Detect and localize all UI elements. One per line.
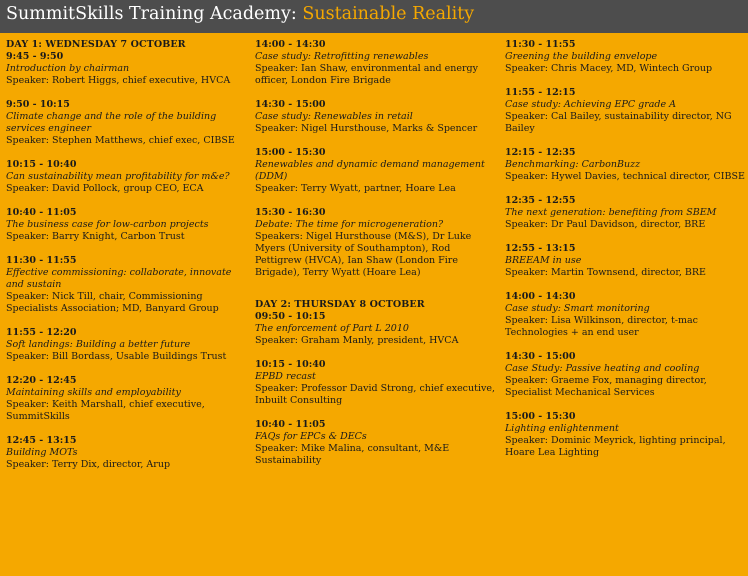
- session-speaker: Speaker: Chris Macey, MD, Wintech Group: [505, 63, 713, 74]
- session-title: Debate: The time for microgeneration?: [255, 219, 444, 230]
- session-time: 12:45 - 13:15: [6, 435, 77, 446]
- session-time: 11:30 - 11:55: [6, 255, 77, 266]
- session-time: 09:50 - 10:15: [255, 311, 326, 322]
- session-title: Case study: Smart monitoring: [505, 303, 650, 314]
- session-item: [6, 39, 246, 87]
- session-title: Renewables and dynamic demand management (DDM): [255, 159, 485, 182]
- session-speaker: Speaker: Dominic Meyrick, lighting principal, Hoare Lea Lighting: [505, 435, 726, 458]
- session-title: Introduction by chairman: [6, 63, 130, 74]
- session-time: 9:50 - 10:15: [6, 99, 70, 110]
- session-item: [6, 327, 246, 363]
- session-title: Case study: Retrofitting renewables: [255, 51, 429, 62]
- session-speaker: Speaker: Cal Bailey, sustainability director, NG Bailey: [505, 111, 732, 134]
- session-speaker: Speaker: Mike Malina, consultant, M&E Sustainability: [255, 443, 450, 466]
- session-time: 14:30 - 15:00: [255, 99, 326, 110]
- session-time: 10:40 - 11:05: [255, 419, 326, 430]
- session-title: Soft landings: Building a better future: [6, 339, 191, 350]
- session-time: 11:30 - 11:55: [505, 39, 576, 50]
- session-speaker: Speaker: Nigel Hursthouse, Marks & Spencer: [255, 123, 478, 134]
- session-speaker: Speaker: Dr Paul Davidson, director, BRE: [505, 219, 706, 230]
- session-item: [255, 207, 495, 279]
- session-item: [505, 39, 745, 75]
- session-speaker: Speaker: Graham Manly, president, HVCA: [255, 335, 459, 346]
- session-speaker: Speaker: Professor David Strong, chief executive, Inbuilt Consulting: [255, 383, 495, 406]
- session-item: [255, 99, 495, 135]
- session-title: Building MOTs: [6, 447, 78, 458]
- session-title: Effective commissioning: collaborate, innovate and sustain: [6, 267, 232, 290]
- session-speaker: Speaker: Bill Bordass, Usable Buildings Trust: [6, 351, 227, 362]
- session-time: 15:00 - 15:30: [505, 411, 576, 422]
- session-item: [255, 39, 495, 87]
- session-title: Lighting enlightenment: [505, 423, 619, 434]
- session-item: [255, 419, 495, 467]
- session-title: Case study: Achieving EPC grade A: [505, 99, 676, 110]
- session-item: [255, 147, 495, 195]
- session-item: [505, 195, 745, 231]
- session-title: BREEAM in use: [505, 255, 582, 266]
- session-title: Can sustainability mean profitability for m&e?: [6, 171, 230, 182]
- session-title: The enforcement of Part L 2010: [255, 323, 409, 334]
- session-title: FAQs for EPCs & DECs: [255, 431, 367, 442]
- session-time: 10:15 - 10:40: [6, 159, 77, 170]
- session-item: [6, 375, 246, 423]
- session-time: 10:15 - 10:40: [255, 359, 326, 370]
- session-item: [6, 207, 246, 243]
- session-item: [6, 159, 246, 195]
- page-header: [0, 0, 748, 33]
- session-title: Case study: Renewables in retail: [255, 111, 413, 122]
- header-brand: SummitSkills Training Academy:: [6, 4, 297, 24]
- session-time: 15:30 - 16:30: [255, 207, 326, 218]
- session-title: Benchmarking: CarbonBuzz: [505, 159, 641, 170]
- session-speaker: Speaker: Ian Shaw, environmental and energy officer, London Fire Brigade: [255, 63, 478, 86]
- session-speaker: Speaker: Terry Dix, director, Arup: [6, 459, 171, 470]
- session-item: [6, 99, 246, 147]
- session-speaker: Speaker: Hywel Davies, technical director, CIBSE: [505, 171, 745, 182]
- session-speaker: Speaker: Barry Knight, Carbon Trust: [6, 231, 185, 242]
- session-item: [505, 147, 745, 183]
- session-time: 14:00 - 14:30: [255, 39, 326, 50]
- session-item: [6, 255, 246, 315]
- schedule-column-2: [255, 39, 495, 479]
- session-speaker: Speaker: David Pollock, group CEO, ECA: [6, 183, 204, 194]
- day-heading: DAY 1: WEDNESDAY 7 OCTOBER: [6, 39, 186, 50]
- session-time: 14:30 - 15:00: [505, 351, 576, 362]
- session-item: [505, 411, 745, 459]
- session-title: The business case for low-carbon projects: [6, 219, 209, 230]
- session-time: 12:20 - 12:45: [6, 375, 77, 386]
- session-time: 11:55 - 12:15: [505, 87, 576, 98]
- session-time: 12:15 - 12:35: [505, 147, 576, 158]
- session-time: 15:00 - 15:30: [255, 147, 326, 158]
- session-item: [505, 291, 745, 339]
- session-title: Case Study: Passive heating and cooling: [505, 363, 700, 374]
- session-speaker: Speakers: Nigel Hursthouse (M&S), Dr Luke Myers (University of Southampton), Rod Pettigrew (HVCA), Ian Shaw (London Fire Brigade), Terry Wyatt (Hoare Lea): [255, 231, 472, 278]
- session-time: 12:35 - 12:55: [505, 195, 576, 206]
- day-heading: DAY 2: THURSDAY 8 OCTOBER: [255, 299, 425, 310]
- schedule-column-1: [6, 39, 246, 483]
- session-speaker: Speaker: Keith Marshall, chief executive, SummitSkills: [6, 399, 205, 422]
- session-time: 14:00 - 14:30: [505, 291, 576, 302]
- session-time: 11:55 - 12:20: [6, 327, 77, 338]
- session-title: Greening the building envelope: [505, 51, 658, 62]
- session-title: EPBD recast: [255, 371, 316, 382]
- session-speaker: Speaker: Nick Till, chair, Commissioning Specialists Association; MD, Banyard Group: [6, 291, 219, 314]
- session-speaker: Speaker: Graeme Fox, managing director, Specialist Mechanical Services: [505, 375, 707, 398]
- session-item: [505, 351, 745, 399]
- session-speaker: Speaker: Stephen Matthews, chief exec, CIBSE: [6, 135, 235, 146]
- session-item: [505, 87, 745, 135]
- session-speaker: Speaker: Terry Wyatt, partner, Hoare Lea: [255, 183, 456, 194]
- session-item: [6, 435, 246, 471]
- session-speaker: Speaker: Martin Townsend, director, BRE: [505, 267, 706, 278]
- header-subtitle: Sustainable Reality: [296, 4, 475, 24]
- session-speaker: Speaker: Lisa Wilkinson, director, t-mac Technologies + an end user: [505, 315, 698, 338]
- session-title: Maintaining skills and employability: [6, 387, 181, 398]
- session-time: 10:40 - 11:05: [6, 207, 77, 218]
- session-speaker: Speaker: Robert Higgs, chief executive, HVCA: [6, 75, 231, 86]
- session-item: [255, 359, 495, 407]
- session-title: Climate change and the role of the building services engineer: [6, 111, 217, 134]
- session-title: The next generation: benefiting from SBEM: [505, 207, 717, 218]
- session-time: 12:55 - 13:15: [505, 243, 576, 254]
- session-time: 9:45 - 9:50: [6, 51, 64, 62]
- session-item: [255, 299, 495, 347]
- session-item: [505, 243, 745, 279]
- schedule-column-3: [505, 39, 745, 471]
